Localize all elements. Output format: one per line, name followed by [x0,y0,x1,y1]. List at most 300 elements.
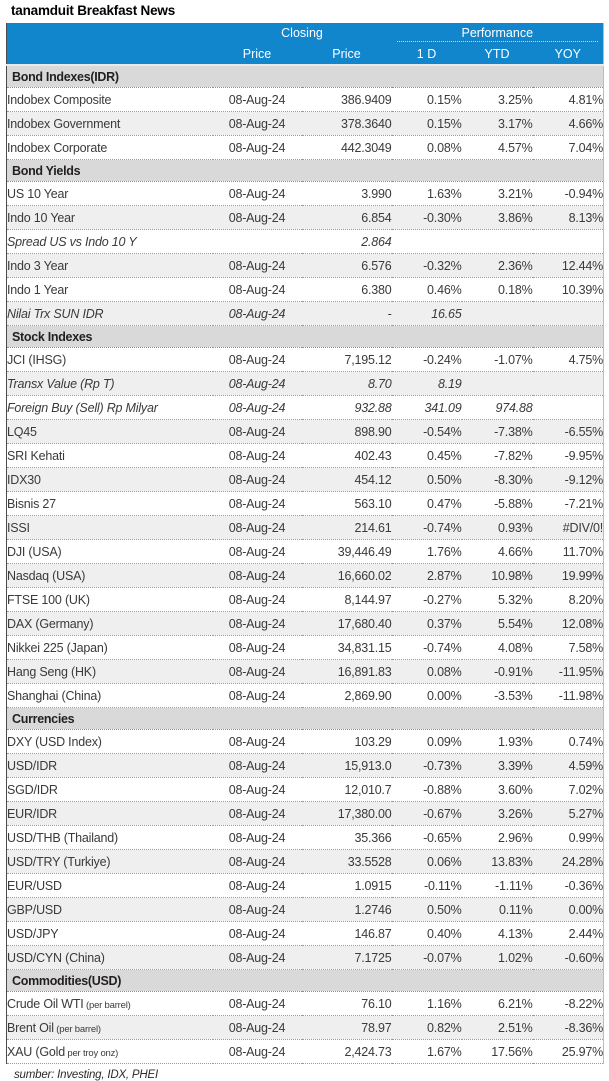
row-price: 17,380.00 [302,802,392,826]
row-label-text: Nikkei 225 (Japan) [7,640,108,655]
table-row [7,468,604,492]
row-change-ytd: 4.57% [462,136,533,160]
row-date: 08-Aug-24 [213,730,302,754]
row-change-ytd: 3.39% [462,754,533,778]
row-change-yoy: 19.99% [533,564,604,588]
table-row [7,636,604,660]
table-row [7,540,604,564]
row-label [7,922,213,946]
table-row [7,660,604,684]
row-change-ytd: 3.21% [462,182,533,206]
row-change-1d: 0.45% [392,444,462,468]
row-change-ytd: 1.93% [462,730,533,754]
table-row [7,302,604,326]
row-price: - [302,302,392,326]
row-label-text: Foreign Buy (Sell) Rp Milyar [7,400,158,415]
row-date: 08-Aug-24 [213,874,302,898]
row-date: 08-Aug-24 [213,540,302,564]
row-price: 1.2746 [302,898,392,922]
row-label-text: Indo 3 Year [7,258,69,273]
row-change-ytd [462,302,533,326]
table-row [7,850,604,874]
row-change-ytd: 3.25% [462,88,533,112]
row-change-yoy: -8.36% [533,1016,604,1040]
row-price: 386.9409 [302,88,392,112]
table-row [7,88,604,112]
row-change-1d: -0.74% [392,636,462,660]
table-row [7,206,604,230]
row-change-ytd: -0.91% [462,660,533,684]
section-header-row [7,65,604,88]
row-label [7,136,213,160]
row-change-1d: -0.67% [392,802,462,826]
row-change-yoy: -11.98% [533,684,604,708]
row-label [7,660,213,684]
row-change-ytd: 4.08% [462,636,533,660]
header-group-performance-label: Performance [397,26,599,42]
row-price: 7,195.12 [302,348,392,372]
row-date: 08-Aug-24 [213,778,302,802]
row-date: 08-Aug-24 [213,802,302,826]
row-date: 08-Aug-24 [213,112,302,136]
row-price: 2,869.90 [302,684,392,708]
row-label-text: Indobex Government [7,116,121,131]
row-label-text: EUR/USD [7,878,62,893]
row-change-ytd: -3.53% [462,684,533,708]
row-date: 08-Aug-24 [213,254,302,278]
table-row [7,372,604,396]
row-label-text: USD/TRY (Turkiye) [7,854,111,869]
section-title: Commodities(USD) [7,970,604,992]
row-change-1d [392,230,462,254]
row-label-text: DJI (USA) [7,544,62,559]
row-price: 3.990 [302,182,392,206]
row-change-1d: 0.50% [392,898,462,922]
row-label-text: IDX30 [7,472,41,487]
row-label-unit: (per barrel) [83,999,131,1011]
row-date: 08-Aug-24 [213,182,302,206]
row-change-ytd: 2.36% [462,254,533,278]
row-label [7,636,213,660]
row-price: 2.864 [302,230,392,254]
row-change-1d: 0.15% [392,88,462,112]
row-label-unit: (per barrel) [53,1023,101,1035]
row-change-ytd: 3.60% [462,778,533,802]
row-change-1d: 0.08% [392,136,462,160]
row-change-yoy: 11.70% [533,540,604,564]
row-price: 378.3640 [302,112,392,136]
row-date: 08-Aug-24 [213,396,302,420]
row-label-text: DAX (Germany) [7,616,94,631]
row-label [7,684,213,708]
row-change-yoy: 7.02% [533,778,604,802]
table-row [7,730,604,754]
row-label [7,516,213,540]
row-change-1d: 16.65 [392,302,462,326]
row-date: 08-Aug-24 [213,1040,302,1064]
row-change-yoy: #DIV/0! [533,516,604,540]
row-change-1d: 1.63% [392,182,462,206]
row-change-yoy: 4.66% [533,112,604,136]
row-change-yoy: -8.22% [533,992,604,1016]
row-label-text: USD/JPY [7,926,59,941]
row-change-yoy [533,302,604,326]
row-change-ytd: 2.96% [462,826,533,850]
row-price: 402.43 [302,444,392,468]
row-date: 08-Aug-24 [213,206,302,230]
row-date: 08-Aug-24 [213,588,302,612]
row-change-yoy: -6.55% [533,420,604,444]
table-row [7,826,604,850]
row-change-yoy: 8.13% [533,206,604,230]
row-change-yoy: 4.81% [533,88,604,112]
row-label-text: SRI Kehati [7,448,65,463]
row-date [213,230,302,254]
row-date: 08-Aug-24 [213,492,302,516]
row-label-text: Indobex Composite [7,92,112,107]
row-label [7,874,213,898]
row-label-text: Hang Seng (HK) [7,664,96,679]
row-price: 35.366 [302,826,392,850]
row-change-1d: 0.15% [392,112,462,136]
row-price: 34,831.15 [302,636,392,660]
table-row [7,112,604,136]
row-change-1d: 0.08% [392,660,462,684]
row-price: 454.12 [302,468,392,492]
row-change-ytd: 3.17% [462,112,533,136]
row-change-yoy: 0.00% [533,898,604,922]
row-change-1d: -0.73% [392,754,462,778]
table-row [7,754,604,778]
row-date: 08-Aug-24 [213,302,302,326]
row-change-yoy: -0.60% [533,946,604,970]
row-label [7,396,213,420]
table-row [7,444,604,468]
table-row [7,278,604,302]
table-row [7,992,604,1016]
row-price: 442.3049 [302,136,392,160]
row-change-yoy: 12.44% [533,254,604,278]
row-change-1d: -0.27% [392,588,462,612]
source-note: sumber: Investing, IDX, PHEI [14,1069,158,1081]
row-change-1d: 1.76% [392,540,462,564]
row-change-ytd: -1.11% [462,874,533,898]
row-change-ytd: 0.11% [462,898,533,922]
row-change-ytd: -7.38% [462,420,533,444]
row-change-ytd [462,230,533,254]
header-column-row [7,43,604,65]
row-change-ytd: 4.13% [462,922,533,946]
row-label-text: Transx Value (Rp T) [7,376,115,391]
row-label [7,112,213,136]
row-change-1d: 0.09% [392,730,462,754]
row-change-1d: -0.24% [392,348,462,372]
row-change-yoy [533,372,604,396]
row-date: 08-Aug-24 [213,922,302,946]
section-title: Stock Indexes [7,326,604,348]
row-label-unit: per troy onz) [64,1047,119,1059]
row-label [7,278,213,302]
column-header-date: Price [213,43,302,65]
section-title: Currencies [7,708,604,730]
row-change-ytd: 3.26% [462,802,533,826]
row-label-text: SGD/IDR [7,782,58,797]
row-change-yoy: 8.20% [533,588,604,612]
row-label [7,778,213,802]
section-header-row [7,326,604,348]
row-price: 15,913.0 [302,754,392,778]
table-row [7,946,604,970]
row-price: 8,144.97 [302,588,392,612]
row-change-yoy: 25.97% [533,1040,604,1064]
row-date: 08-Aug-24 [213,946,302,970]
row-date: 08-Aug-24 [213,992,302,1016]
row-date: 08-Aug-24 [213,468,302,492]
row-label-text: Nilai Trx SUN IDR [7,306,104,321]
row-change-ytd [462,372,533,396]
row-label [7,730,213,754]
row-change-yoy: -11.95% [533,660,604,684]
row-change-ytd: 10.98% [462,564,533,588]
table-row [7,420,604,444]
row-change-ytd: 13.83% [462,850,533,874]
table-body [7,65,604,1064]
row-label [7,612,213,636]
section-header-row [7,160,604,182]
row-price: 6.576 [302,254,392,278]
row-label [7,850,213,874]
row-change-1d: 8.19 [392,372,462,396]
row-date: 08-Aug-24 [213,444,302,468]
column-header-ytd: YTD [462,43,533,65]
row-label-text: GBP/USD [7,902,62,917]
row-price: 16,660.02 [302,564,392,588]
table-row [7,874,604,898]
header-group-row [7,23,604,43]
row-date: 08-Aug-24 [213,136,302,160]
row-change-1d: 0.00% [392,684,462,708]
row-change-1d: 0.50% [392,468,462,492]
row-change-1d: 0.06% [392,850,462,874]
row-change-1d: 1.16% [392,992,462,1016]
row-change-ytd: -1.07% [462,348,533,372]
row-change-1d: -0.32% [392,254,462,278]
row-change-yoy: 0.74% [533,730,604,754]
row-date: 08-Aug-24 [213,826,302,850]
row-label-text: Brent Oil [7,1020,54,1035]
row-price: 2,424.73 [302,1040,392,1064]
row-change-1d: -0.74% [392,516,462,540]
row-change-yoy: -0.36% [533,874,604,898]
row-label-text: Indobex Corporate [7,140,108,155]
row-label [7,754,213,778]
row-label-text: Spread US vs Indo 10 Y [7,234,137,249]
row-change-yoy: -7.21% [533,492,604,516]
table-row [7,778,604,802]
table-row [7,588,604,612]
table-row [7,564,604,588]
row-change-1d: 0.47% [392,492,462,516]
row-price: 214.61 [302,516,392,540]
row-change-yoy: 24.28% [533,850,604,874]
header-spacer-2 [7,43,213,65]
row-label [7,1016,213,1040]
row-change-ytd: 974.88 [462,396,533,420]
row-date: 08-Aug-24 [213,564,302,588]
row-change-ytd: 4.66% [462,540,533,564]
row-change-yoy: -9.12% [533,468,604,492]
row-change-1d: 0.82% [392,1016,462,1040]
row-date: 08-Aug-24 [213,1016,302,1040]
row-date: 08-Aug-24 [213,278,302,302]
row-label [7,444,213,468]
row-price: 6.380 [302,278,392,302]
row-date: 08-Aug-24 [213,636,302,660]
row-label [7,372,213,396]
row-price: 6.854 [302,206,392,230]
row-change-yoy: -9.95% [533,444,604,468]
row-label-text: Indo 1 Year [7,282,69,297]
row-price: 563.10 [302,492,392,516]
row-change-ytd: 0.93% [462,516,533,540]
row-change-1d: 341.09 [392,396,462,420]
row-change-1d: 2.87% [392,564,462,588]
table-row [7,254,604,278]
row-change-1d: 0.40% [392,922,462,946]
row-change-1d: -0.30% [392,206,462,230]
row-date: 08-Aug-24 [213,372,302,396]
row-price: 7.1725 [302,946,392,970]
row-date: 08-Aug-24 [213,898,302,922]
table-row [7,802,604,826]
row-change-yoy: 2.44% [533,922,604,946]
table-row [7,230,604,254]
table-row [7,396,604,420]
row-label [7,182,213,206]
row-price: 103.29 [302,730,392,754]
row-price: 78.97 [302,1016,392,1040]
row-change-1d: -0.54% [392,420,462,444]
row-price: 17,680.40 [302,612,392,636]
row-label [7,206,213,230]
row-label-text: JCI (IHSG) [7,352,67,367]
row-price: 932.88 [302,396,392,420]
table-row [7,492,604,516]
row-price: 898.90 [302,420,392,444]
section-header-row [7,970,604,992]
row-change-yoy: 4.59% [533,754,604,778]
row-label-text: FTSE 100 (UK) [7,592,90,607]
row-date: 08-Aug-24 [213,754,302,778]
row-change-1d: -0.07% [392,946,462,970]
row-date: 08-Aug-24 [213,660,302,684]
table-row [7,516,604,540]
row-price: 76.10 [302,992,392,1016]
row-change-yoy: 4.75% [533,348,604,372]
table-row [7,684,604,708]
row-label-text: USD/THB (Thailand) [7,830,119,845]
row-change-yoy: 5.27% [533,802,604,826]
column-header-yoy: YOY [533,43,604,65]
table-header [7,23,604,65]
table-row [7,612,604,636]
row-price: 1.0915 [302,874,392,898]
row-label-text: Crude Oil WTI [7,996,84,1011]
row-change-ytd: 17.56% [462,1040,533,1064]
row-date: 08-Aug-24 [213,88,302,112]
table-row [7,922,604,946]
row-label-text: US 10 Year [7,186,69,201]
column-header-price: Price [302,43,392,65]
row-label [7,898,213,922]
row-label [7,254,213,278]
row-label [7,564,213,588]
row-label [7,230,213,254]
row-change-1d: -0.11% [392,874,462,898]
section-title: Bond Yields [7,160,604,182]
market-data-table [6,23,604,1064]
table-row [7,1016,604,1040]
row-price: 12,010.7 [302,778,392,802]
column-header-1d: 1 D [392,43,462,65]
row-change-ytd: 5.32% [462,588,533,612]
row-label-text: USD/IDR [7,758,57,773]
row-date: 08-Aug-24 [213,612,302,636]
row-label-text: Indo 10 Year [7,210,75,225]
row-change-ytd: -5.88% [462,492,533,516]
row-change-1d: -0.65% [392,826,462,850]
row-label-text: XAU (Gold [7,1044,65,1059]
row-label [7,540,213,564]
row-change-ytd: -8.30% [462,468,533,492]
row-label [7,468,213,492]
table-row [7,348,604,372]
row-change-ytd: -7.82% [462,444,533,468]
row-change-yoy [533,230,604,254]
row-change-ytd: 6.21% [462,992,533,1016]
row-change-1d: 1.67% [392,1040,462,1064]
row-label [7,302,213,326]
header-group-performance [392,23,604,43]
table-row [7,182,604,206]
row-label-text: Shanghai (China) [7,688,102,703]
row-label-text: EUR/IDR [7,806,57,821]
row-label [7,492,213,516]
row-label-text: DXY (USD Index) [7,734,102,749]
row-date: 08-Aug-24 [213,684,302,708]
row-price: 33.5528 [302,850,392,874]
row-label-text: LQ45 [7,424,37,439]
row-change-1d: -0.88% [392,778,462,802]
row-date: 08-Aug-24 [213,420,302,444]
row-date: 08-Aug-24 [213,348,302,372]
row-date: 08-Aug-24 [213,850,302,874]
row-change-yoy [533,396,604,420]
row-change-ytd: 1.02% [462,946,533,970]
table-row [7,898,604,922]
row-change-yoy: -0.94% [533,182,604,206]
row-label [7,946,213,970]
row-change-ytd: 2.51% [462,1016,533,1040]
row-label-text: ISSI [7,520,30,535]
row-label [7,826,213,850]
row-label-text: Nasdaq (USA) [7,568,86,583]
row-label-text: USD/CYN (China) [7,950,105,965]
row-label [7,88,213,112]
row-price: 16,891.83 [302,660,392,684]
header-spacer [7,23,213,43]
row-date: 08-Aug-24 [213,516,302,540]
